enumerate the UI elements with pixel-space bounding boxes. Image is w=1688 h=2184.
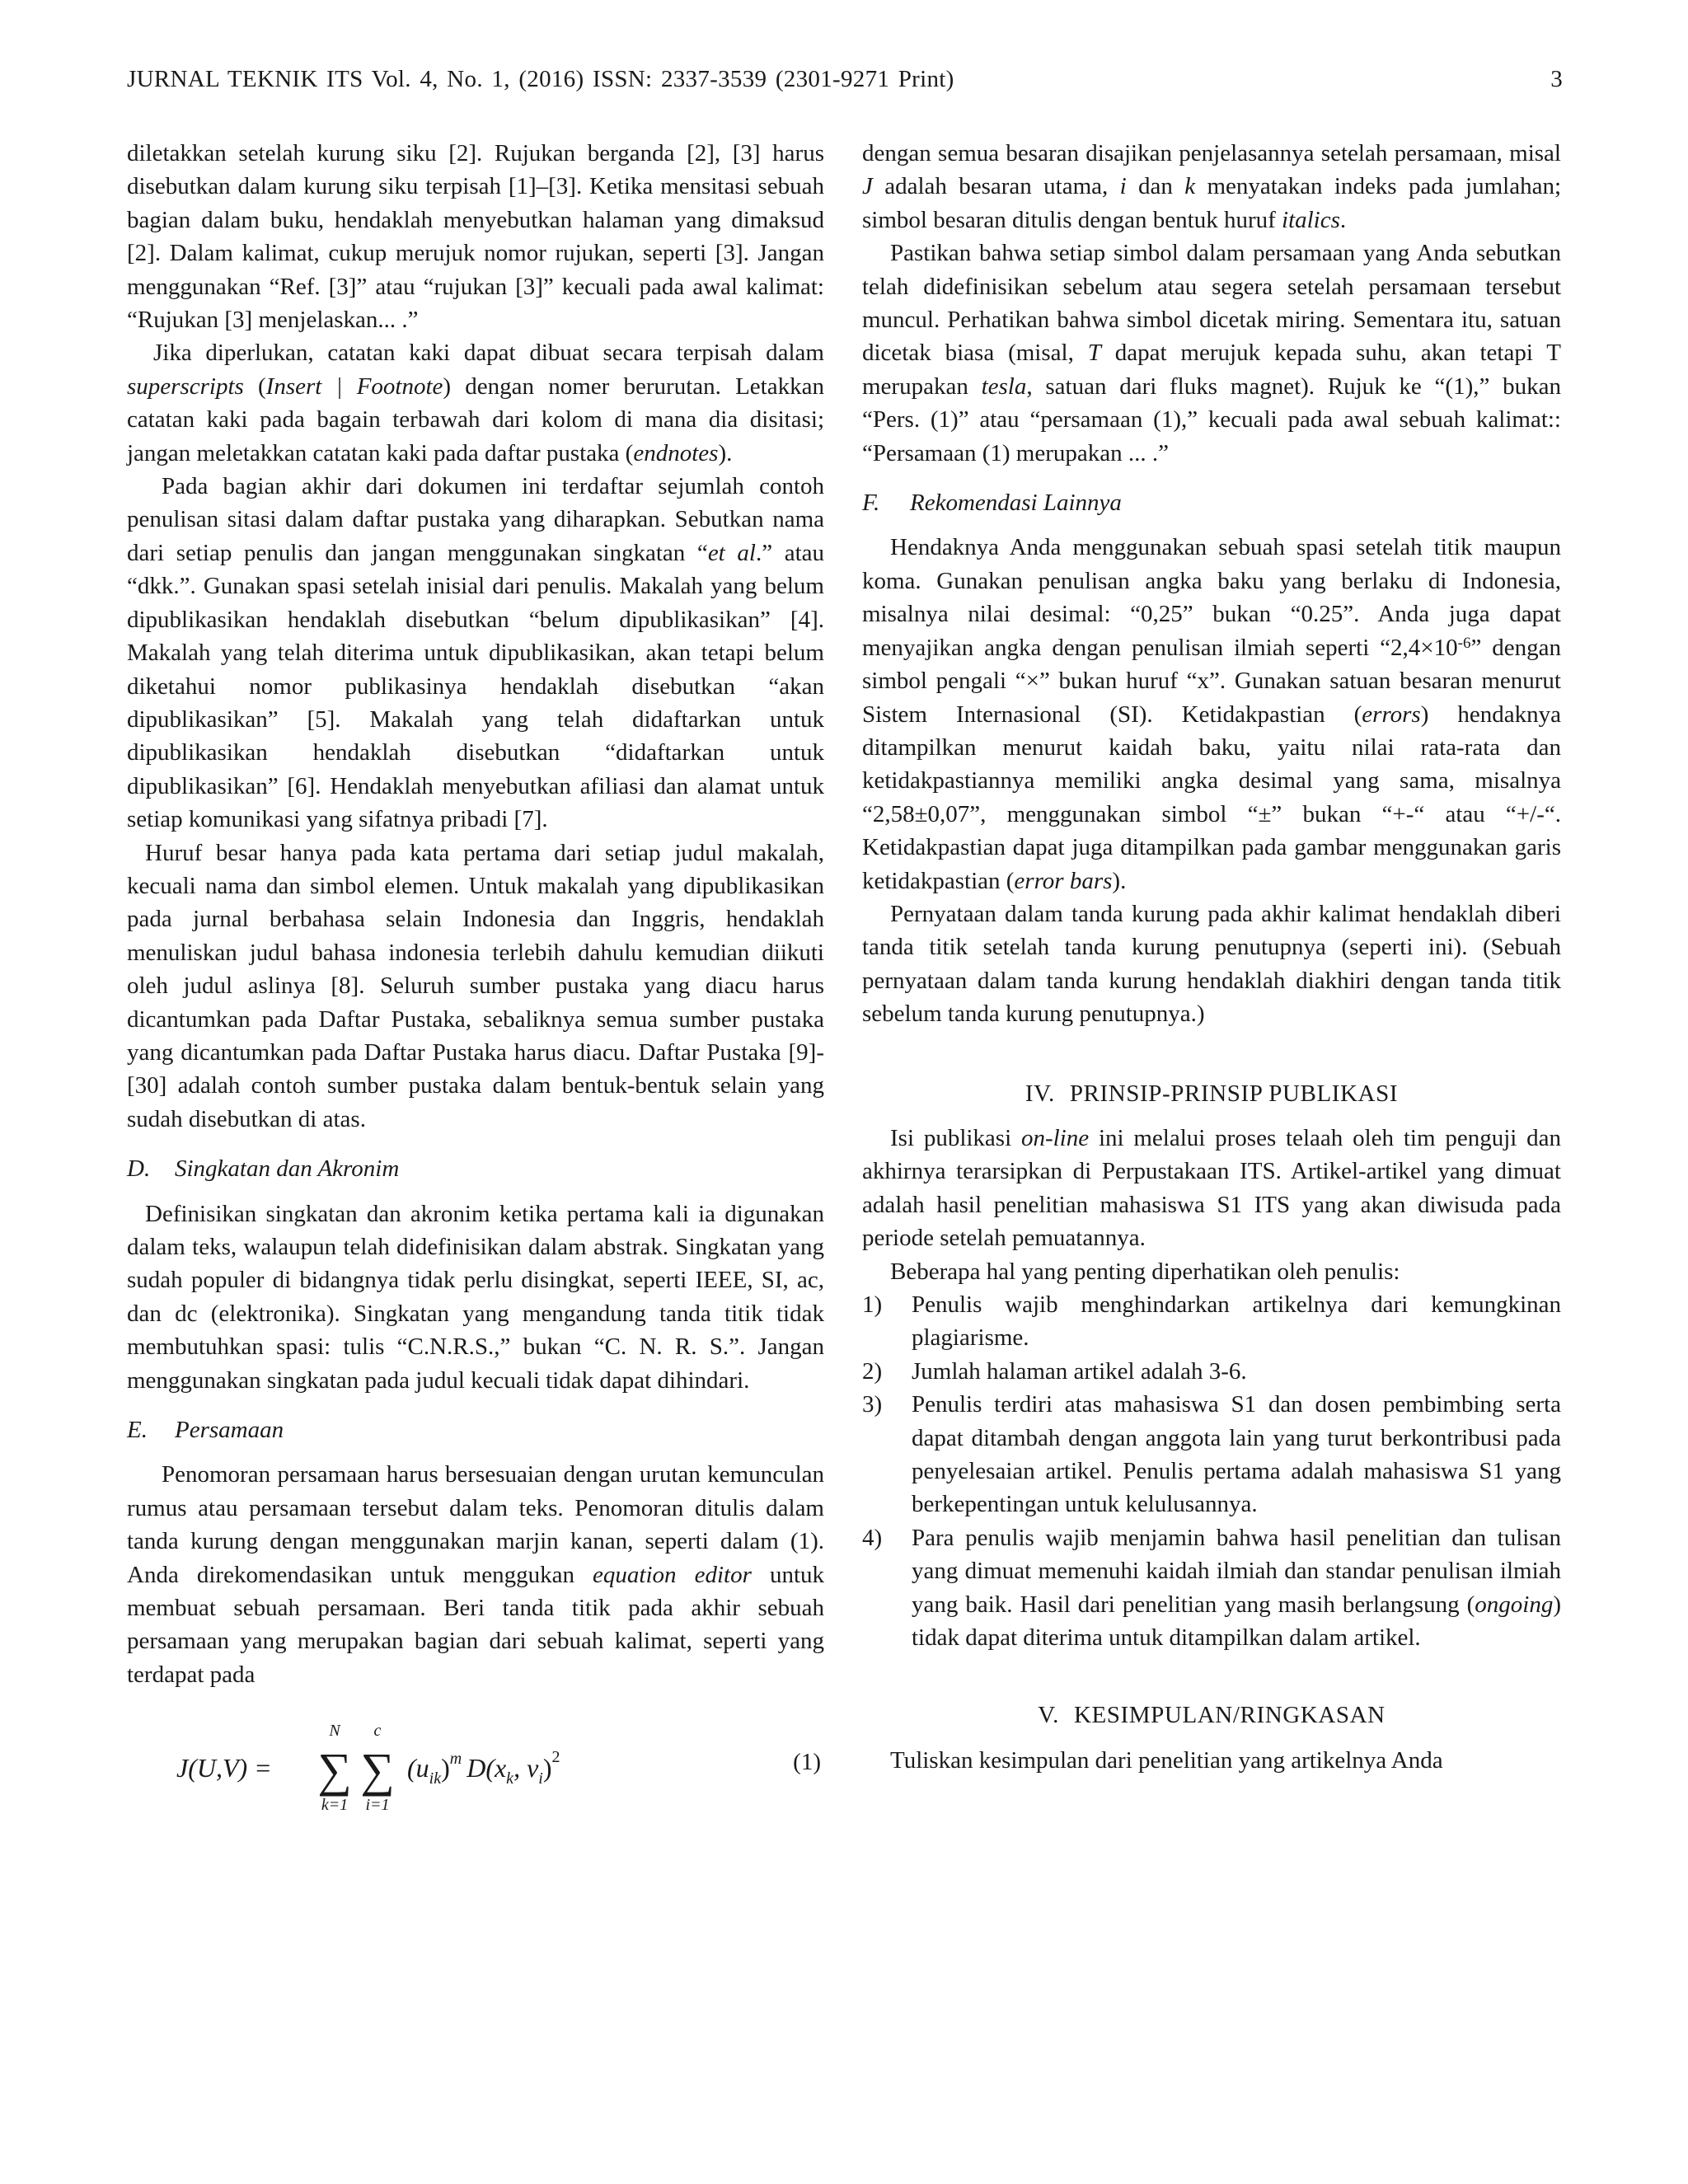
paragraph: Penomoran persamaan harus bersesuaian dengan urutan kemunculan rumus atau persamaan tersebut dalam teks. Penomoran ditulis dalam tanda kurung dengan menggunakan marjin kanan, seperti dalam (1). Anda direkomendasikan untuk menggukan equation editor untuk membuat sebuah persamaan. Beri tanda titik pada akhir sebuah persamaan yang merupakan bagian dari sebuah kalimat, seperti yang terdapat pada	[127, 1461, 824, 1688]
paragraph: Hendaknya Anda menggunakan sebuah spasi setelah titik maupun koma. Gunakan penulisan angka baku yang berlaku di Indonesia, misalnya nilai desimal: “0,25” bukan “0.25”. Anda juga dapat menyajikan angka dengan penulisan ilmiah seperti “$2,4\times 10^{-6}$” dengan simbol pengali “×” bukan huruf “x”. Gunakan satuan besaran menurut Sistem Internasional (SI). Ketidakpastian (errors) hendaknya ditampilkan menurut kaidah baku, yaitu nilai rata-rata dan ketidakpastiannya memiliki angka desimal yang sama, misalnya “2,58±0,07”, menggunakan simbol “±” bukan “+-“ atau “+/-“. Ketidakpastian dapat juga ditampilkan pada gambar menggunakan garis ketidakpastian (error bars).	[862, 534, 1562, 894]
section-heading-iv: IV. PRINSIP-PRINSIP PUBLIKASI	[1025, 1080, 1399, 1107]
list-item: 4) Para penulis wajib menjamin bahwa hasil penelitian dan tulisan yang dimuat memenuhi kaidah ilmiah dan standar penulisan ilmiah yang baik. Hasil dari penelitian yang masih berlangsung (ongoing) tidak dapat diterima untuk ditampilkan dalam artikel.	[862, 1524, 1561, 1652]
list-item: 2) Jumlah halaman artikel adalah 3-6.	[862, 1357, 1247, 1385]
sum1-symbol: ∑	[317, 1743, 352, 1797]
paragraph: diletakkan setelah kurung siku [2]. Rujukan berganda [2], [3] harus disebutkan dalam kurung siku terpisah [1]–[3]. Ketika mensitasi sebuah bagian dalam buku, hendaklah menyebutkan halaman yang dimaksud [2]. Dalam kalimat, cukup merujuk nomor rujukan, seperti [3]. Jangan menggunakan “Ref. [3]” atau “rujukan [3]” kecuali pada awal kalimat: “Rujukan [3] menjelaskan... .”	[127, 140, 824, 334]
page-number: 3	[1550, 66, 1563, 92]
equation-number: (1)	[793, 1749, 821, 1776]
right-column	[862, 137, 1561, 1777]
sum2-symbol: ∑	[360, 1743, 395, 1797]
paragraph: Definisikan singkatan dan akronim ketika pertama kali ia digunakan dalam teks, walaupun telah didefinisikan dalam abstrak. Singkatan yang sudah populer di bidangnya tidak perlu disingkat, seperti IEEE, SI, ac, dan dc (elektronika). Singkatan yang mengandung tanda titik tidak membutuhkan spasi: tulis “C.N.R.S.,” bukan “C. N. R. S.”. Jangan menggunakan singkatan pada judul kecuali tidak dapat dihindari.	[127, 1200, 824, 1394]
subsection-heading-f: F. Rekomendasi Lainnya	[862, 490, 1122, 517]
sum1-upper: N	[329, 1722, 340, 1741]
paragraph: Beberapa hal yang penting diperhatikan oleh penulis:	[890, 1258, 1400, 1285]
subsection-heading-e: E. Persamaan	[127, 1417, 284, 1444]
sum2-upper: c	[373, 1722, 382, 1741]
paragraph: dengan semua besaran disajikan penjelasannya setelah persamaan, misal J adalah besaran utama, i dan k menyatakan indeks pada jumlahan; simbol besaran ditulis dengan bentuk huruf italics.	[862, 140, 1561, 233]
paragraph: Pastikan bahwa setiap simbol dalam persamaan yang Anda sebutkan telah didefinisikan sebelum atau segera setelah persamaan tersebut muncul. Perhatikan bahwa simbol dicetak miring. Sementara itu, satuan dicetak biasa (misal, T dapat merujuk kepada suhu, akan tetapi T merupakan tesla, satuan dari fluks magnet). Rujuk ke “(1),” bukan “Pers. (1)” atau “persamaan (1),” kecuali pada awal sebuah kalimat:: “Persamaan (1) merupakan ... .”	[862, 240, 1561, 466]
sum1-lower: k=1	[321, 1796, 349, 1812]
publication-rules-list	[862, 1288, 1561, 1654]
equation-formula	[173, 1714, 701, 1811]
page-header	[127, 61, 1563, 97]
paragraph: Huruf besar hanya pada kata pertama dari setiap judul makalah, kecuali nama dan simbol elemen. Untuk makalah yang dipublikasikan pada jurnal berbahasa selain Indonesia dan Inggris, hendaklah menuliskan judul bahasa indonesia terlebih dahulu kemudian diikuti oleh judul aslinya [8]. Seluruh sumber pustaka yang diacu harus dicantumkan pada Daftar Pustaka, sebaliknya semua sumber pustaka yang dicantumkan pada Daftar Pustaka harus diacu. Daftar Pustaka [9]-[30] adalah contoh sumber pustaka dalam bentuk-bentuk selain yang sudah disebutkan di atas.	[127, 839, 824, 1132]
paragraph: Pada bagian akhir dari dokumen ini terdaftar sejumlah contoh penulisan sitasi dalam daftar pustaka yang diharapkan. Sebutkan nama dari setiap penulis dan jangan menggunakan singkatan “et al.” atau “dkk.”. Gunakan spasi setelah inisial dari penulis. Makalah yang belum dipublikasikan hendaklah disebutkan “belum dipublikasikan” [4]. Makalah yang telah diterima untuk dipublikasikan, akan tetapi belum diketahui nomor publikasinya hendaklah disebutkan “akan dipublikasikan” [5]. Makalah yang telah didaftarkan untuk dipublikasikan hendaklah disebutkan “didaftarkan untuk dipublikasikan” [6]. Hendaklah menyebutkan afiliasi dan alamat untuk setiap komunikasi yang sifatnya pribadi [7].	[127, 473, 824, 833]
left-column	[127, 137, 824, 1811]
paragraph: Isi publikasi on-line ini melalui proses telaah oleh tim penguji dan akhirnya terarsipkan di Perpustakaan ITS. Artikel-artikel yang dimuat adalah hasil penelitian mahasiswa S1 ITS yang akan diwisuda pada periode setelah pemuatannya.	[862, 1124, 1561, 1252]
equation-1	[127, 1714, 824, 1811]
paragraph: Pernyataan dalam tanda kurung pada akhir kalimat hendaklah diberi tanda titik setelah tanda kurung penutupnya (seperti ini). (Sebuah pernyataan dalam tanda kurung hendaklah diakhiri dengan tanda titik sebelum tanda kurung penutupnya.)	[862, 900, 1561, 1028]
subsection-heading-d: D. Singkatan dan Akronim	[127, 1155, 400, 1183]
equation-lhs: J(U,V) =	[176, 1753, 272, 1783]
section-heading-v: V. KESIMPULAN/RINGKASAN	[1038, 1702, 1386, 1729]
paragraph: Tuliskan kesimpulan dari penelitian yang artikelnya Anda	[890, 1746, 1443, 1774]
paragraph: Jika diperlukan, catatan kaki dapat dibuat secara terpisah dalam superscripts (Insert | Footnote) dengan nomer berurutan. Letakkan catatan kaki pada bagain terbawah dari kolom di mana dia disitasi; jangan meletakkan catatan kaki pada daftar pustaka (endnotes).	[127, 340, 824, 466]
sum2-lower: i=1	[365, 1796, 390, 1812]
equation-term-u: $(u_{ik})^m$ $D(x_k$, $v_i)^2$	[407, 1748, 560, 1788]
journal-header: JURNAL TEKNIK ITS Vol. 4, No. 1, (2016) ISSN: 2337-3539 (2301-9271 Print)	[127, 66, 954, 92]
list-item: 1) Penulis wajib menghindarkan artikelnya dari kemungkinan plagiarisme.	[862, 1291, 1561, 1352]
list-item: 3) Penulis terdiri atas mahasiswa S1 dan dosen pembimbing serta dapat ditambah dengan anggota lain yang turut berkontribusi pada penyelesaian artikel. Penulis pertama adalah mahasiswa S1 yang berkepentingan untuk kelulusannya.	[862, 1391, 1561, 1518]
